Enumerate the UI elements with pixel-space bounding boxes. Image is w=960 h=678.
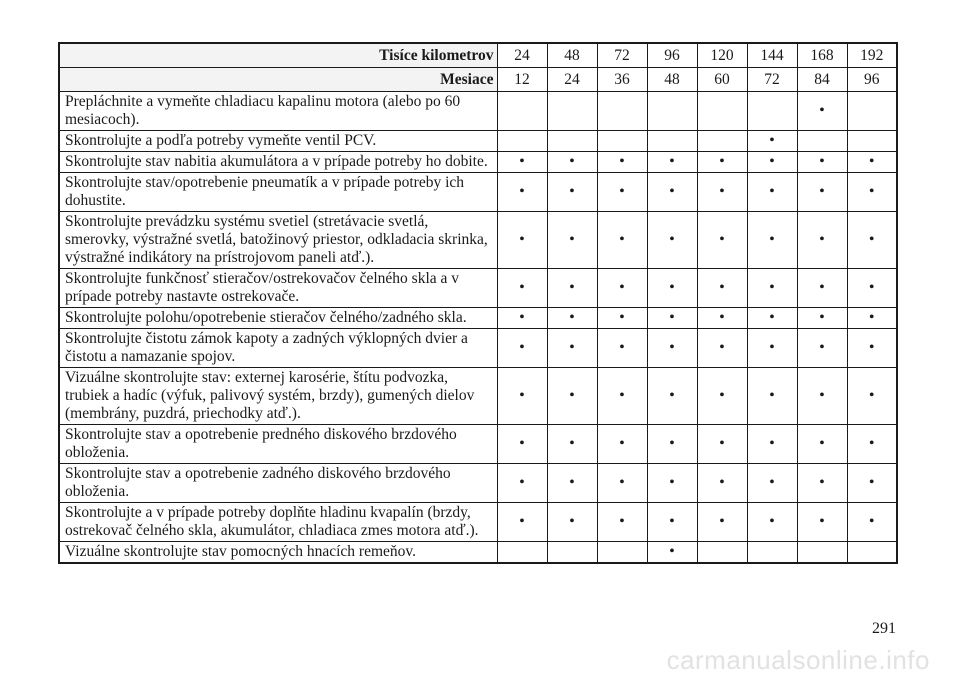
interval-dot: • (597, 368, 647, 425)
service-description: Prepláchnite a vymeňte chladiacu kapalinu motora (alebo po 60 mesiacoch). (59, 92, 497, 131)
service-description: Skontrolujte a podľa potreby vymeňte ventil PCV. (59, 131, 497, 152)
interval-dot: • (747, 329, 797, 368)
schedule-row (59, 269, 897, 308)
interval-empty-cell (747, 542, 797, 564)
interval-empty-cell (597, 92, 647, 131)
schedule-row (59, 425, 897, 464)
interval-empty-cell (747, 92, 797, 131)
schedule-body (59, 43, 897, 563)
interval-dot: • (597, 425, 647, 464)
interval-dot: • (597, 152, 647, 173)
interval-dot: • (647, 212, 697, 269)
interval-empty-cell (847, 542, 897, 564)
interval-dot: • (697, 269, 747, 308)
interval-dot: • (797, 212, 847, 269)
interval-dot: • (847, 329, 897, 368)
interval-dot: • (647, 269, 697, 308)
interval-dot: • (797, 173, 847, 212)
interval-dot: • (647, 152, 697, 173)
interval-dot: • (497, 269, 547, 308)
service-description: Skontrolujte prevádzku systému svetiel (stretávacie svetlá, smerovky, výstražné svetlá, batožinový priestor, odkladacia skrinka, výstražné indikátory na prístrojovom paneli atď.). (59, 212, 497, 269)
service-description: Skontrolujte stav nabitia akumulátora a v prípade potreby ho dobite. (59, 152, 497, 173)
interval-dot: • (747, 131, 797, 152)
interval-empty-cell (497, 542, 547, 564)
interval-empty-cell (497, 92, 547, 131)
interval-dot: • (647, 503, 697, 542)
service-description: Skontrolujte stav/opotrebenie pneumatík a v prípade potreby ich dohustite. (59, 173, 497, 212)
interval-dot: • (597, 329, 647, 368)
interval-dot: • (747, 503, 797, 542)
interval-dot: • (697, 152, 747, 173)
service-description: Skontrolujte funkčnosť stieračov/ostrekovačov čelného skla a v prípade potreby nastavte ostrekovače. (59, 269, 497, 308)
schedule-row (59, 152, 897, 173)
interval-dot: • (547, 503, 597, 542)
interval-dot: • (547, 152, 597, 173)
interval-empty-cell (847, 92, 897, 131)
page-number: 291 (872, 620, 896, 637)
interval-dot: • (547, 269, 597, 308)
months-header-cell: 36 (597, 68, 647, 92)
schedule-row (59, 503, 897, 542)
interval-dot: • (697, 503, 747, 542)
interval-dot: • (597, 503, 647, 542)
interval-dot: • (697, 212, 747, 269)
interval-empty-cell (497, 131, 547, 152)
km-header-cell: 72 (597, 43, 647, 68)
interval-dot: • (747, 464, 797, 503)
interval-dot: • (547, 308, 597, 329)
interval-dot: • (597, 308, 647, 329)
interval-dot: • (747, 368, 797, 425)
interval-dot: • (497, 152, 547, 173)
interval-empty-cell (547, 131, 597, 152)
interval-empty-cell (697, 92, 747, 131)
km-header-cell: 96 (647, 43, 697, 68)
interval-dot: • (597, 269, 647, 308)
km-header-cell: 24 (497, 43, 547, 68)
interval-dot: • (647, 329, 697, 368)
interval-empty-cell (697, 542, 747, 564)
interval-empty-cell (597, 542, 647, 564)
interval-dot: • (747, 152, 797, 173)
months-header-cell: 84 (797, 68, 847, 92)
interval-dot: • (547, 173, 597, 212)
interval-dot: • (797, 503, 847, 542)
interval-dot: • (847, 464, 897, 503)
schedule-row (59, 92, 897, 131)
service-description: Skontrolujte a v prípade potreby doplňte hladinu kvapalín (brzdy, ostrekovač čelného skla, akumulátor, chladiaca zmes motora atď.). (59, 503, 497, 542)
schedule-row (59, 173, 897, 212)
interval-dot: • (547, 368, 597, 425)
months-header-cell: 72 (747, 68, 797, 92)
interval-empty-cell (647, 92, 697, 131)
interval-dot: • (647, 308, 697, 329)
interval-dot: • (497, 308, 547, 329)
interval-dot: • (647, 464, 697, 503)
km-header-cell: 144 (747, 43, 797, 68)
interval-dot: • (547, 329, 597, 368)
interval-empty-cell (647, 131, 697, 152)
schedule-row (59, 212, 897, 269)
service-description: Vizuálne skontrolujte stav: externej karosérie, štítu podvozka, trubiek a hadíc (výfuk, palivový systém, brzdy), gumených dielov (membrány, puzdrá, priechodky atď.). (59, 368, 497, 425)
months-header-cell: 48 (647, 68, 697, 92)
interval-dot: • (847, 212, 897, 269)
interval-dot: • (747, 269, 797, 308)
interval-dot: • (797, 308, 847, 329)
interval-dot: • (647, 542, 697, 564)
interval-dot: • (797, 464, 847, 503)
interval-dot: • (797, 368, 847, 425)
schedule-row (59, 329, 897, 368)
interval-dot: • (597, 464, 647, 503)
interval-empty-cell (597, 131, 647, 152)
interval-dot: • (747, 212, 797, 269)
interval-empty-cell (547, 542, 597, 564)
interval-dot: • (697, 368, 747, 425)
interval-empty-cell (847, 131, 897, 152)
km-header-label: Tisíce kilometrov (59, 43, 497, 68)
interval-dot: • (847, 425, 897, 464)
watermark-text: carmanualsonline.info (666, 645, 930, 675)
maintenance-schedule-table (58, 42, 898, 564)
interval-dot: • (647, 368, 697, 425)
interval-empty-cell (797, 542, 847, 564)
interval-dot: • (697, 464, 747, 503)
interval-empty-cell (697, 131, 747, 152)
interval-dot: • (547, 212, 597, 269)
interval-dot: • (797, 425, 847, 464)
interval-dot: • (747, 308, 797, 329)
interval-dot: • (847, 368, 897, 425)
months-header-cell: 24 (547, 68, 597, 92)
interval-dot: • (847, 173, 897, 212)
km-header-cell: 120 (697, 43, 747, 68)
header-row-months (59, 68, 897, 92)
interval-dot: • (497, 368, 547, 425)
interval-dot: • (597, 173, 647, 212)
schedule-row (59, 542, 897, 564)
months-header-cell: 60 (697, 68, 747, 92)
interval-dot: • (847, 269, 897, 308)
interval-dot: • (697, 329, 747, 368)
schedule-row (59, 131, 897, 152)
interval-dot: • (697, 308, 747, 329)
interval-dot: • (847, 152, 897, 173)
interval-dot: • (697, 425, 747, 464)
schedule-row (59, 368, 897, 425)
interval-dot: • (797, 152, 847, 173)
service-description: Vizuálne skontrolujte stav pomocných hnacích remeňov. (59, 542, 497, 564)
months-header-cell: 96 (847, 68, 897, 92)
interval-dot: • (747, 173, 797, 212)
km-header-cell: 168 (797, 43, 847, 68)
interval-empty-cell (797, 131, 847, 152)
header-row-km (59, 43, 897, 68)
interval-dot: • (847, 503, 897, 542)
interval-empty-cell (547, 92, 597, 131)
interval-dot: • (697, 173, 747, 212)
interval-dot: • (547, 425, 597, 464)
months-header-label: Mesiace (59, 68, 497, 92)
schedule-row (59, 464, 897, 503)
interval-dot: • (847, 308, 897, 329)
interval-dot: • (497, 464, 547, 503)
interval-dot: • (797, 329, 847, 368)
interval-dot: • (597, 212, 647, 269)
service-description: Skontrolujte stav a opotrebenie zadného diskového brzdového obloženia. (59, 464, 497, 503)
service-description: Skontrolujte stav a opotrebenie predného diskového brzdového obloženia. (59, 425, 497, 464)
interval-dot: • (797, 92, 847, 131)
interval-dot: • (547, 464, 597, 503)
interval-dot: • (497, 212, 547, 269)
interval-dot: • (747, 425, 797, 464)
interval-dot: • (797, 269, 847, 308)
interval-dot: • (497, 329, 547, 368)
schedule-row (59, 308, 897, 329)
interval-dot: • (647, 425, 697, 464)
km-header-cell: 48 (547, 43, 597, 68)
interval-dot: • (497, 425, 547, 464)
service-description: Skontrolujte čistotu zámok kapoty a zadných výklopných dvier a čistotu a namazanie spojov. (59, 329, 497, 368)
km-header-cell: 192 (847, 43, 897, 68)
months-header-cell: 12 (497, 68, 547, 92)
interval-dot: • (497, 173, 547, 212)
service-description: Skontrolujte polohu/opotrebenie stieračov čelného/zadného skla. (59, 308, 497, 329)
interval-dot: • (647, 173, 697, 212)
interval-dot: • (497, 503, 547, 542)
